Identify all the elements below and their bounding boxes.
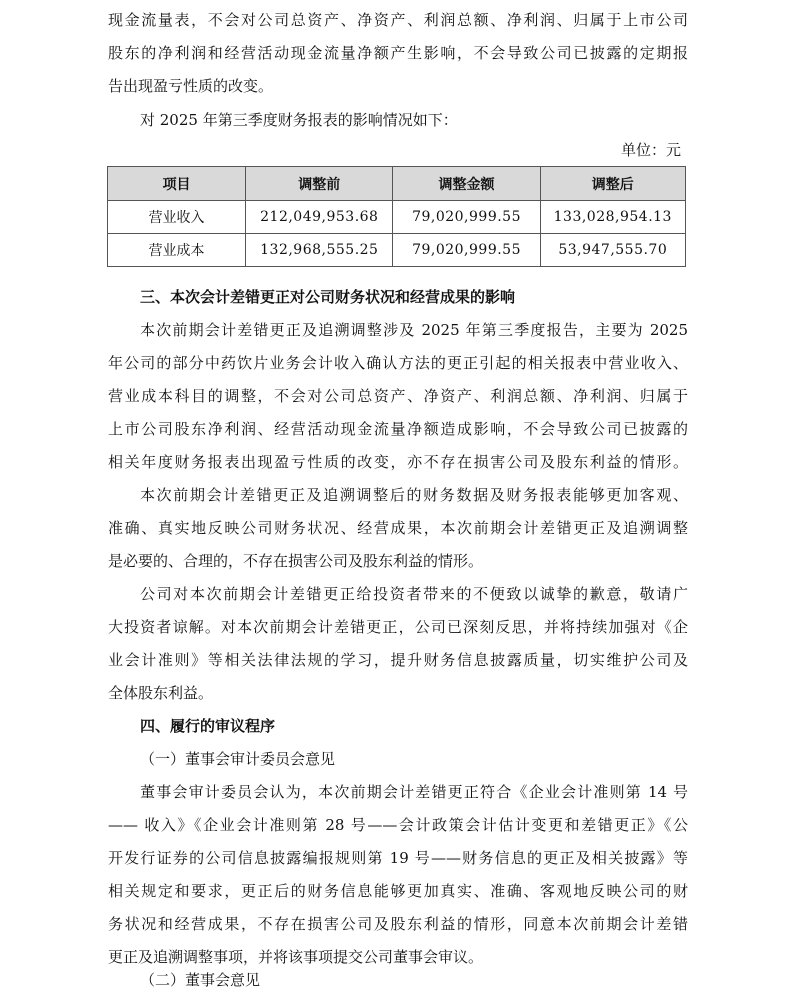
s4-p1-line: 董事会审计委员会认为，本次前期会计差错更正符合《企业会计准则第 14 号 bbox=[140, 783, 688, 801]
intro-line-1: 现金流量表，不会对公司总资产、净资产、利润总额、净利润、归属于上市公司 bbox=[108, 11, 688, 29]
row-value-before: 132,968,555.25 bbox=[246, 234, 393, 267]
subsection-1-heading: （一）董事会审计委员会意见 bbox=[140, 750, 336, 768]
table-header-row bbox=[108, 167, 686, 201]
intro-line-3: 告出现盈亏性质的改变。 bbox=[108, 77, 274, 95]
row-value-adjustment: 79,020,999.55 bbox=[393, 234, 540, 267]
table-row bbox=[108, 234, 686, 267]
section-4-heading: 四、履行的审议程序 bbox=[140, 717, 276, 735]
s4-p1-line: 更正及追溯调整事项，并将该事项提交公司董事会审议。 bbox=[108, 948, 484, 966]
section-3-heading: 三、本次会计差错更正对公司财务状况和经营成果的影响 bbox=[140, 288, 516, 306]
col-header-adjustment: 调整金额 bbox=[393, 167, 540, 201]
s3-p1-line: 相关年度财务报表出现盈亏性质的改变，亦不存在损害公司及股东利益的情形。 bbox=[108, 453, 688, 471]
s4-p1-line: 相关规定和要求，更正后的财务信息能够更加真实、准确、客观地反映公司的财 bbox=[108, 882, 688, 900]
s3-p1-line: 上市公司股东净利润、经营活动现金流量净额造成影响，不会导致公司已披露的 bbox=[108, 420, 688, 438]
s4-p1-line: —— 收入》《企业会计准则第 28 号——会计政策会计估计变更和差错更正》《公 bbox=[108, 816, 688, 834]
row-item-name: 营业成本 bbox=[108, 234, 246, 267]
s3-p2-line: 本次前期会计差错更正及追溯调整后的财务数据及财务报表能够更加客观、 bbox=[140, 486, 688, 504]
row-value-adjustment: 79,020,999.55 bbox=[393, 201, 540, 234]
row-item-name: 营业收入 bbox=[108, 201, 246, 234]
s3-p3-line: 业会计准则》等相关法律法规的学习，提升财务信息披露质量，切实维护公司及 bbox=[108, 651, 688, 669]
s3-p1-line: 年公司的部分中药饮片业务会计收入确认方法的更正引起的相关报表中营业收入、 bbox=[108, 354, 688, 372]
s4-p1-line: 务状况和经营成果，不存在损害公司及股东利益的情形，同意本次前期会计差错 bbox=[108, 915, 688, 933]
s3-p2-line: 准确、真实地反映公司财务状况、经营成果，本次前期会计差错更正及追溯调整 bbox=[108, 519, 688, 537]
row-value-after: 133,028,954.13 bbox=[540, 201, 685, 234]
col-header-after: 调整后 bbox=[540, 167, 685, 201]
subsection-2-heading: （二）董事会意见 bbox=[140, 971, 261, 989]
s3-p1-line: 本次前期会计差错更正及追溯调整涉及 2025 年第三季度报告，主要为 2025 bbox=[140, 321, 688, 339]
row-value-after: 53,947,555.70 bbox=[540, 234, 685, 267]
table-row bbox=[108, 201, 686, 234]
s3-p1-line: 营业成本科目的调整，不会对公司总资产、净资产、利润总额、净利润、归属于 bbox=[108, 387, 688, 405]
col-header-before: 调整前 bbox=[246, 167, 393, 201]
intro-line-2: 股东的净利润和经营活动现金流量净额产生影响，不会导致公司已披露的定期报 bbox=[108, 44, 688, 62]
col-header-item: 项目 bbox=[108, 167, 246, 201]
unit-label: 单位：元 bbox=[620, 141, 681, 159]
s3-p3-line: 大投资者谅解。对本次前期会计差错更正，公司已深刻反思，并将持续加强对《企 bbox=[108, 618, 688, 636]
s3-p3-line: 公司对本次前期会计差错更正给投资者带来的不便致以诚挚的歉意，敬请广 bbox=[140, 585, 688, 603]
s3-p2-line: 是必要的、合理的，不存在损害公司及股东利益的情形。 bbox=[108, 552, 484, 570]
financial-impact-table bbox=[107, 166, 686, 267]
s3-p3-line: 全体股东利益。 bbox=[108, 684, 214, 702]
q3-intro: 对 2025 年第三季度财务报表的影响情况如下： bbox=[140, 111, 458, 129]
s4-p1-line: 开发行证券的公司信息披露编报规则第 19 号——财务信息的更正及相关披露》等 bbox=[108, 849, 688, 867]
row-value-before: 212,049,953.68 bbox=[246, 201, 393, 234]
